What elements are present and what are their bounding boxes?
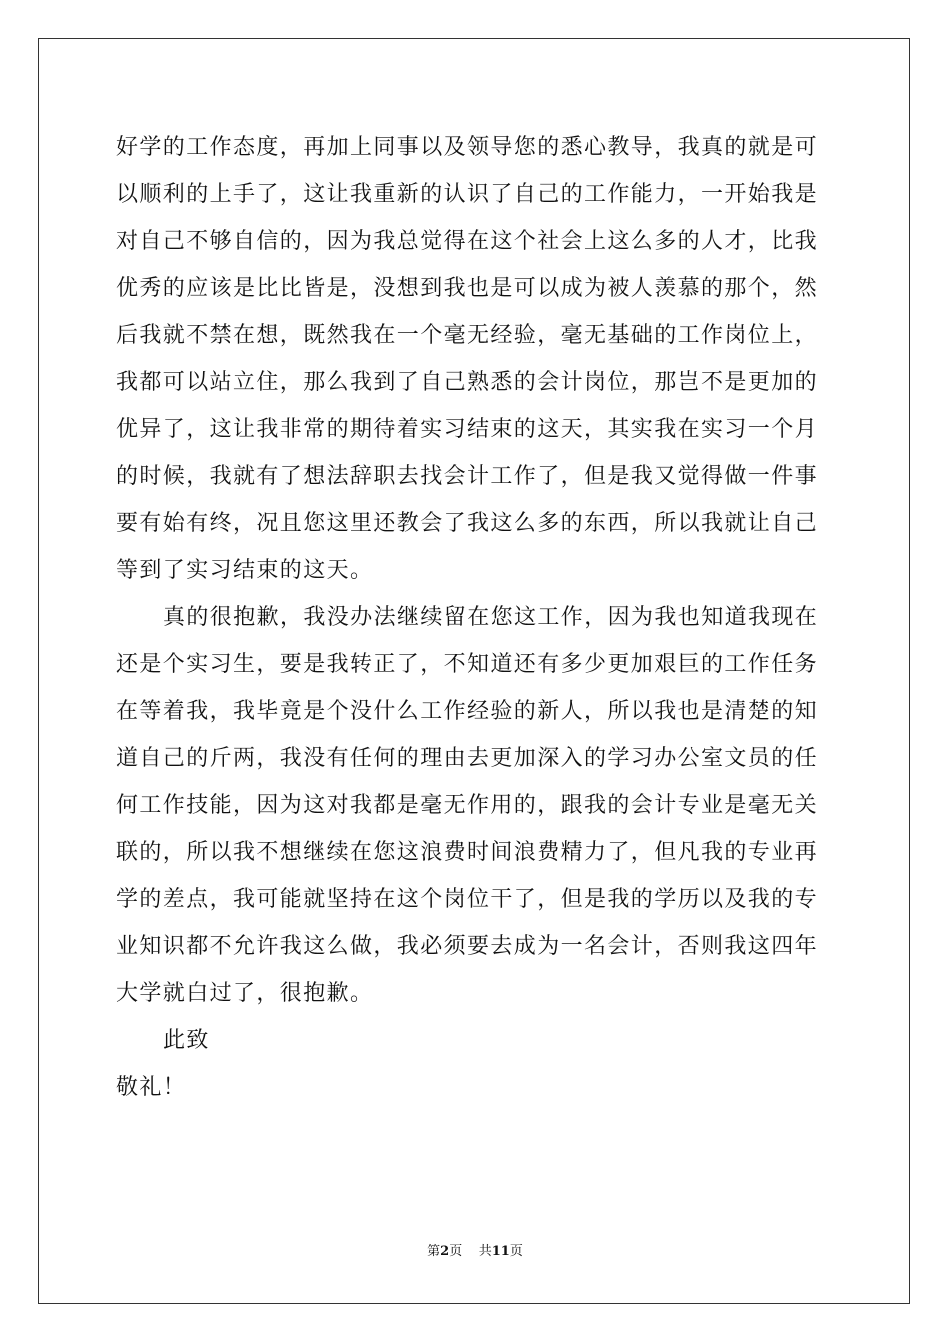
total-suffix: 页 — [509, 1244, 523, 1259]
paragraph-line: 后我就不禁在想，既然我在一个毫无经验，毫无基础的工作岗位上， — [116, 323, 819, 348]
paragraph-line: 的时候，我就有了想法辞职去找会计工作了，但是我又觉得做一件事 — [116, 464, 819, 489]
paragraph-line: 还是个实习生，要是我转正了，不知道还有多少更加艰巨的工作任务 — [116, 652, 819, 677]
paragraph-line: 在等着我，我毕竟是个没什么工作经验的新人，所以我也是清楚的知 — [116, 699, 819, 724]
paragraph-line: 对自己不够自信的，因为我总觉得在这个社会上这么多的人才，比我 — [116, 229, 819, 254]
page-total: 11 — [491, 1244, 510, 1259]
paragraph-line: 何工作技能，因为这对我都是毫无作用的，跟我的会计专业是毫无关 — [116, 793, 819, 818]
total-prefix: 共 — [478, 1244, 492, 1259]
letter-body — [116, 124, 836, 1111]
page-suffix: 页 — [449, 1244, 463, 1259]
paragraph-line: 联的，所以我不想继续在您这浪费时间浪费精力了，但凡我的专业再 — [116, 840, 819, 865]
paragraph-line: 我都可以站立住，那么我到了自己熟悉的会计岗位，那岂不是更加的 — [116, 370, 819, 395]
paragraph-line: 等到了实习结束的这天。 — [116, 558, 374, 583]
paragraph-line: 优异了，这让我非常的期待着实习结束的这天，其实我在实习一个月 — [116, 417, 819, 442]
paragraph-line: 以顺利的上手了，这让我重新的认识了自己的工作能力，一开始我是 — [116, 182, 819, 207]
paragraph-line: 要有始有终，况且您这里还教会了我这么多的东西，所以我就让自己 — [116, 511, 819, 536]
paragraph-line: 道自己的斤两，我没有任何的理由去更加深入的学习办公室文员的任 — [116, 746, 819, 771]
paragraph-line: 业知识都不允许我这么做，我必须要去成为一名会计，否则我这四年 — [116, 934, 819, 959]
paragraph-line: 大学就白过了，很抱歉。 — [116, 981, 374, 1006]
paragraph-line: 真的很抱歉，我没办法继续留在您这工作，因为我也知道我现在 — [163, 605, 819, 630]
page-current: 2 — [440, 1244, 450, 1259]
closing-salutation: 此致 — [163, 1028, 210, 1053]
paragraph-line: 学的差点，我可能就坚持在这个岗位干了，但是我的学历以及我的专 — [116, 887, 819, 912]
page-prefix: 第 — [427, 1244, 441, 1259]
paragraph-line: 优秀的应该是比比皆是，没想到我也是可以成为被人羡慕的那个，然 — [116, 276, 819, 301]
page-footer — [0, 1240, 950, 1259]
paragraph-line: 好学的工作态度，再加上同事以及领导您的悉心教导，我真的就是可 — [116, 135, 819, 160]
closing-regards: 敬礼！ — [116, 1075, 187, 1100]
